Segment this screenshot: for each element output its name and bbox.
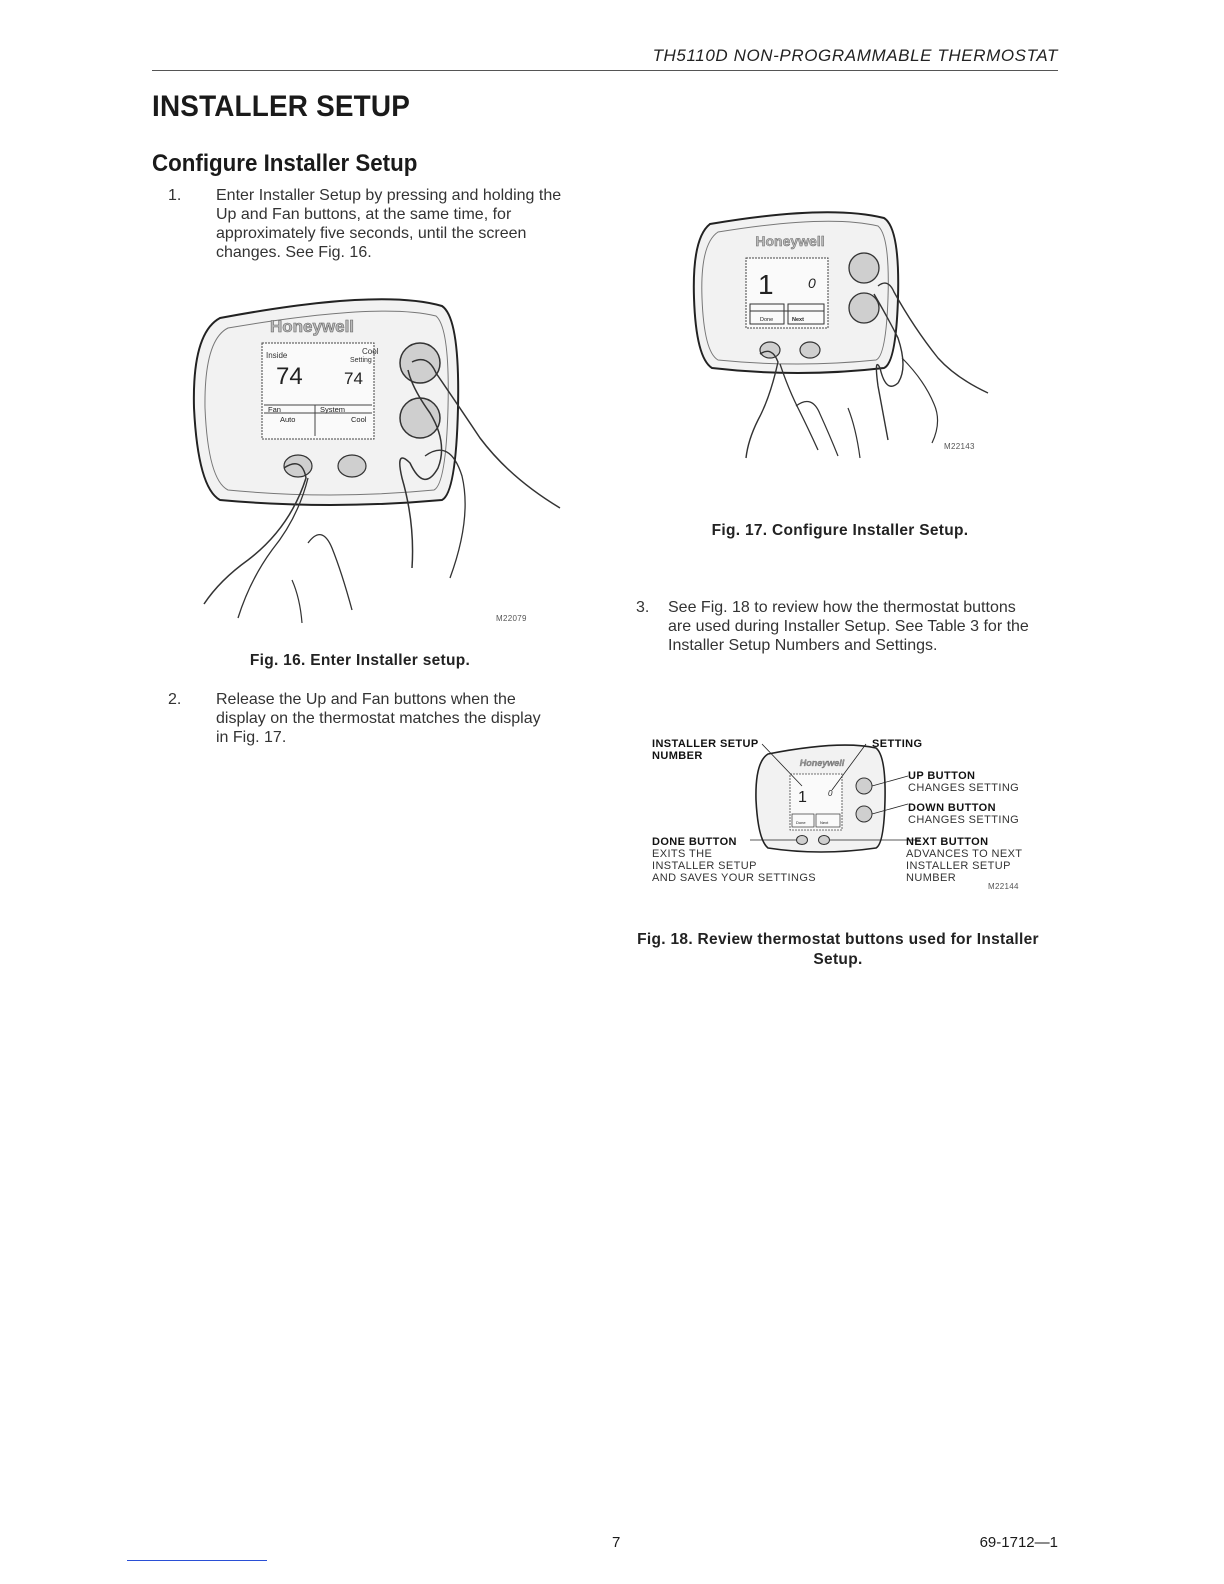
callout-down-button <box>908 802 1019 826</box>
callout-desc: AND SAVES YOUR SETTINGS <box>652 872 817 884</box>
setting-value: 0 <box>828 789 833 798</box>
link-underline <box>127 1560 267 1561</box>
callout-desc: INSTALLER SETUP <box>906 860 1011 872</box>
display-next-label: Next <box>820 820 829 825</box>
step-1 <box>168 186 608 266</box>
callout-desc: INSTALLER SETUP <box>652 860 757 872</box>
callout-title: DONE BUTTON <box>652 836 737 848</box>
callout-title: NEXT BUTTON <box>906 836 989 848</box>
fig16-illustration <box>180 288 580 633</box>
brand-logo: Honeywell <box>755 233 825 249</box>
fig17-code: M22143 <box>944 442 975 451</box>
step-number: 2. <box>168 691 182 708</box>
step-line: Enter Installer Setup by pressing and holding the <box>216 187 562 204</box>
step-line: in Fig. 17. <box>216 729 287 746</box>
display-done-label: Done <box>760 317 774 323</box>
brand-logo: Honeywell <box>269 317 355 336</box>
step-line: changes. See Fig. 16. <box>216 244 372 261</box>
setup-number: 1 <box>798 789 807 806</box>
callout-desc: NUMBER <box>906 872 957 884</box>
step-line: See Fig. 18 to review how the thermostat buttons <box>668 599 1016 616</box>
fig16-code: M22079 <box>496 614 527 623</box>
callout-title: DOWN BUTTON <box>908 802 996 814</box>
callout-desc: CHANGES SETTING <box>908 814 1020 826</box>
callout-next-button <box>906 836 1022 884</box>
step-line: Installer Setup Numbers and Settings. <box>668 637 938 654</box>
callout-done-button <box>652 836 816 884</box>
step-line: approximately five seconds, until the screen <box>216 225 527 242</box>
display-next-label: Next <box>792 317 804 323</box>
callout-installer-setup-number <box>652 738 759 762</box>
display-setting-label: Setting <box>350 357 372 364</box>
section-title: INSTALLER SETUP <box>152 90 411 123</box>
setting-value: 0 <box>808 275 816 291</box>
display-fan-value: Auto <box>280 415 296 424</box>
callout-setting <box>872 738 922 750</box>
display-inside-temp: 74 <box>276 363 303 390</box>
display-system-label: System <box>320 405 346 414</box>
brand-logo: Honeywell <box>799 758 845 768</box>
callout-up-button <box>908 770 1019 794</box>
callout-title: INSTALLER SETUP <box>652 738 759 750</box>
setup-number: 1 <box>758 269 774 300</box>
display-cool-label: Cool <box>362 347 379 356</box>
step-line: Up and Fan buttons, at the same time, for <box>216 206 512 223</box>
fig16-caption: Fig. 16. Enter Installer setup. <box>249 652 471 669</box>
callout-desc: CHANGES SETTING <box>908 782 1020 794</box>
callout-desc: EXITS THE <box>652 848 713 860</box>
display-fan-label: Fan <box>268 405 281 414</box>
running-header: TH5110D NON-PROGRAMMABLE THERMOSTAT <box>652 46 1058 65</box>
fig18-caption <box>610 930 1066 970</box>
display-system-value: Cool <box>351 415 367 424</box>
callout-title: NUMBER <box>652 750 703 762</box>
display-setting-temp: 74 <box>344 369 363 388</box>
step-3 <box>636 598 1066 658</box>
fig18-caption-line: Fig. 18. Review thermostat buttons used for Installer <box>637 931 1039 948</box>
fig17-illustration <box>688 208 998 468</box>
fig18-code: M22144 <box>988 882 1019 891</box>
fig17-caption: Fig. 17. Configure Installer Setup. <box>711 522 969 539</box>
step-2 <box>168 690 608 750</box>
page-number: 7 <box>612 1534 621 1551</box>
step-line: Release the Up and Fan buttons when the <box>216 691 516 708</box>
callout-desc: ADVANCES TO NEXT <box>906 848 1023 860</box>
header-rule <box>152 70 1058 71</box>
fig18-caption-line: Setup. <box>813 951 863 968</box>
doc-number: 69-1712—1 <box>979 1534 1058 1551</box>
callout-title: UP BUTTON <box>908 770 976 782</box>
display-done-label: Done <box>796 820 806 825</box>
step-line: are used during Installer Setup. See Table 3 for the <box>668 618 1029 635</box>
step-line: display on the thermostat matches the display <box>216 710 541 727</box>
step-number: 3. <box>636 599 650 616</box>
callout-title: SETTING <box>872 738 923 750</box>
step-number: 1. <box>168 187 182 204</box>
display-inside-label: Inside <box>266 351 288 360</box>
subsection-title: Configure Installer Setup <box>152 150 418 177</box>
